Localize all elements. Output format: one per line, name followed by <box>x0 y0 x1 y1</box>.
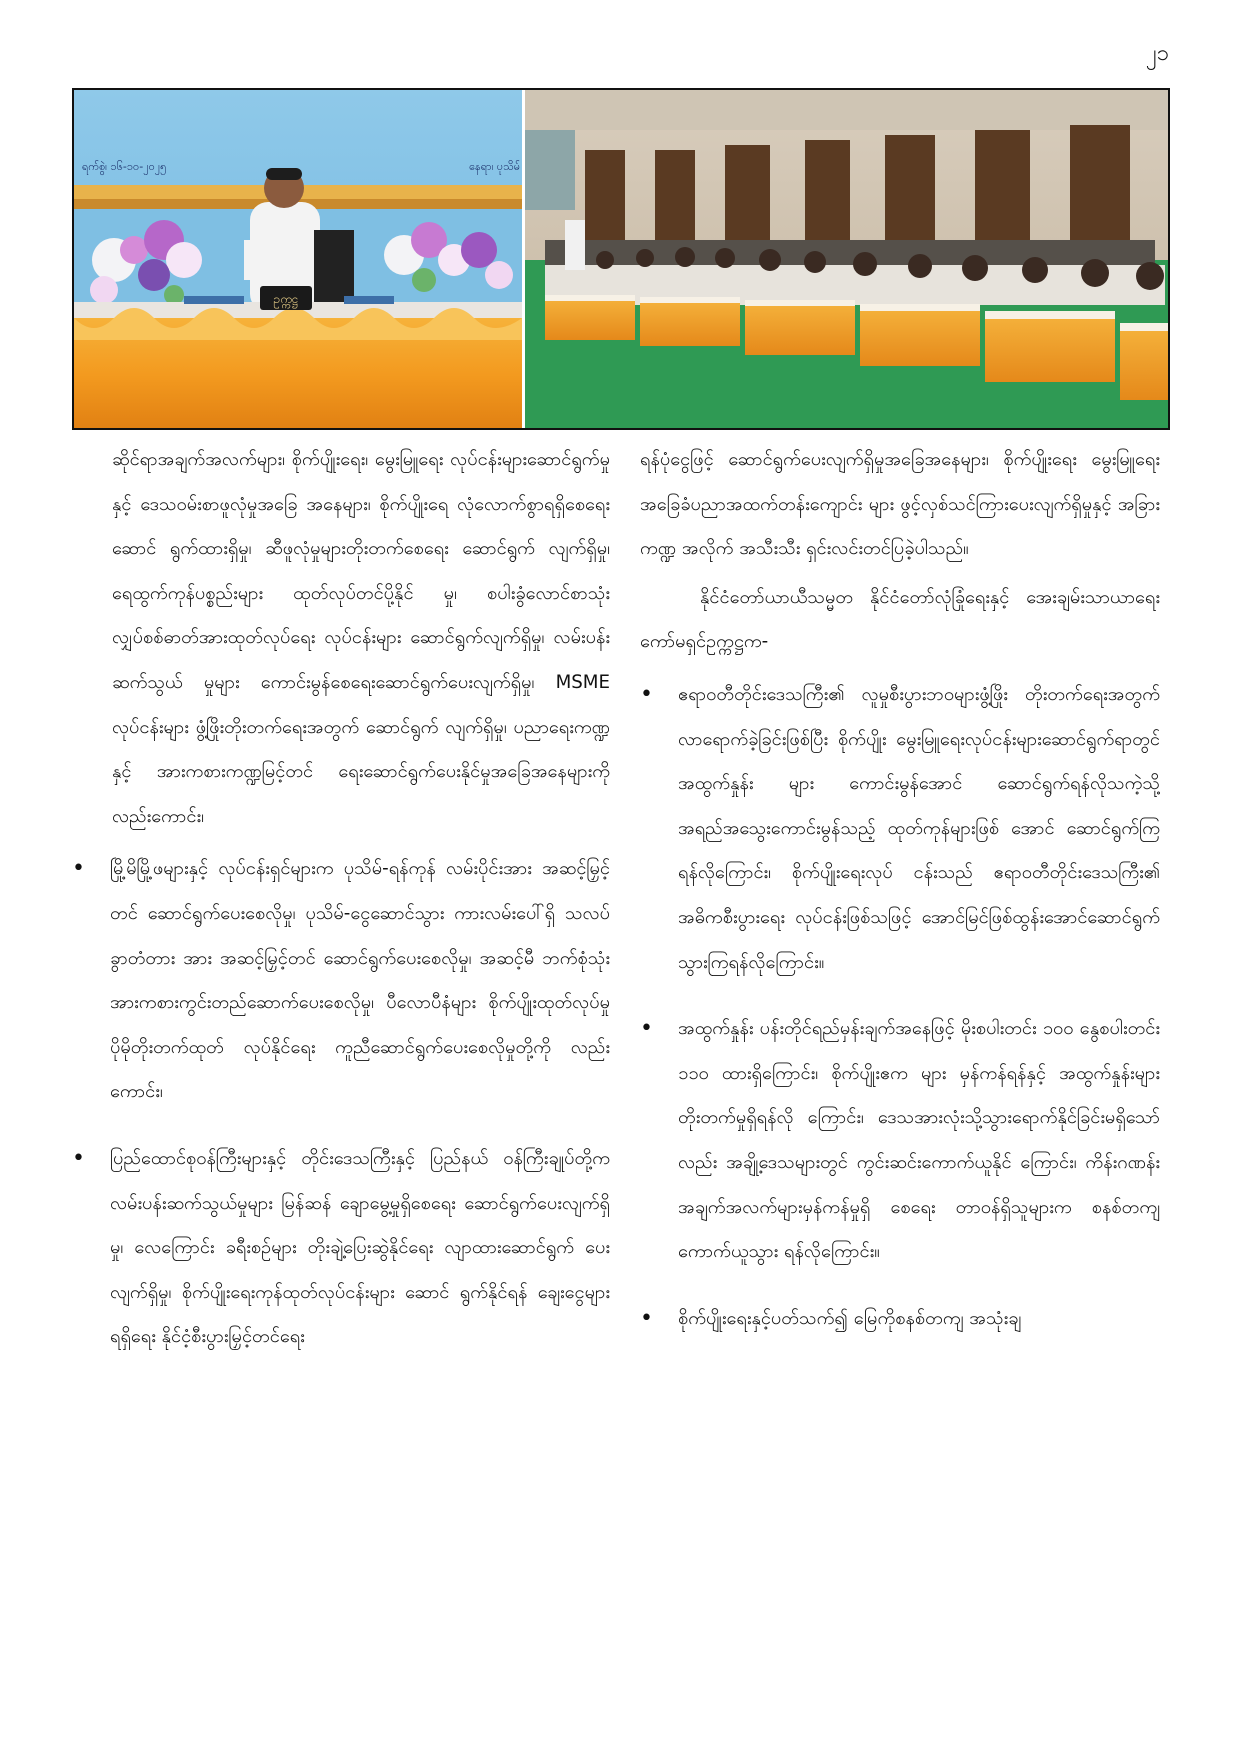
list-item <box>640 1297 1160 1342</box>
bullet-icon: • <box>72 856 85 882</box>
bullet-icon: • <box>72 1145 85 1171</box>
photo-caption-date: ရက်စွဲ၊ ၁၆-၁၀-၂၀၂၅ <box>82 160 167 173</box>
audience-photo-image <box>525 90 1168 428</box>
photo-speaker <box>74 90 525 428</box>
left-column <box>72 438 610 1382</box>
list-item <box>72 1137 610 1360</box>
list-item-text: ပြည်ထောင်စုဝန်ကြီးများနှင့် တိုင်းဒေသကြီးနှင့် ပြည်နယ် ဝန်ကြီးချုပ်တို့က လမ်းပန်းဆက်သွယ်မှုများ မြန်ဆန် ချောမွေ့မှုရှိစေရေး ဆောင်ရွက်ပေးလျက်ရှိမှု၊ လေကြောင်း ခရီးစဉ်များ တိုးချဲ့ပြေးဆွဲနိုင်ရေး လျာထားဆောင်ရွက် ပေးလျက်ရှိမှု၊ စိုက်ပျိုးရေးကုန်ထုတ်လုပ်ငန်းများ ဆောင် ရွက်နိုင်ရန် ချေးငွေများရရှိရေး နိုင်ငံ့စီးပွားမြှင့်တင်ရေး <box>110 1147 610 1348</box>
paragraph-intro: ဆိုင်ရာအချက်အလက်များ၊ စိုက်ပျိုးရေး၊ မွေးမြူရေး လုပ်ငန်းများဆောင်ရွက်မှုနှင့် ဒေသဝမ်းစာဖူလုံမှုအခြေ အနေများ၊ စိုက်ပျိုးရေ လုံလောက်စွာရရှိစေရေးဆောင် ရွက်ထားရှိမှု၊ ဆီဖူလုံမှုများတိုးတက်စေရေး ဆောင်ရွက် လျက်ရှိမှု၊ ရေထွက်ကုန်ပစ္စည်းများ ထုတ်လုပ်တင်ပို့နိုင် မှု၊ စပါးခွံလောင်စာသုံးလျှပ်စစ်ဓာတ်အားထုတ်လုပ်ရေး လုပ်ငန်းများ ဆောင်ရွက်လျက်ရှိမှု၊ လမ်းပန်းဆက်သွယ် မှုများ ကောင်းမွန်စေရေးဆောင်ရွက်ပေးလျက်ရှိမှု၊ MSME လုပ်ငန်းများ ဖွံ့ဖြိုးတိုးတက်ရေးအတွက် ဆောင်ရွက် လျက်ရှိမှု၊ ပညာရေးကဏ္ဍနှင့် အားကစားကဏ္ဍမြင့်တင် ရေးဆောင်ရွက်ပေးနိုင်မှုအခြေအနေများကိုလည်းကောင်း၊ <box>112 449 610 827</box>
list-item <box>640 1007 1160 1275</box>
list-item <box>640 673 1160 985</box>
paragraph-chairman: နိုင်ငံတော်ယာယီသမ္မတ နိုင်ငံတော်လုံခြုံရေးနှင့် အေးချမ်းသာယာရေးကော်မရှင်ဥက္ကဋ္ဌက- <box>640 586 1160 653</box>
page-number: ၂၁ <box>1145 41 1169 66</box>
paragraph-continue: ရန်ပုံငွေဖြင့် ဆောင်ရွက်ပေးလျက်ရှိမှုအခြေအနေများ၊ စိုက်ပျိုးရေး မွေးမြူရေးအခြေခံပညာအထက်တန်းကျောင်း များ ဖွင့်လှစ်သင်ကြားပေးလျက်ရှိမှုနှင့် အခြားကဏ္ဍ အလိုက် အသီးသီး ရှင်းလင်းတင်ပြခဲ့ပါသည်။ <box>640 449 1160 560</box>
podium-sign-text: ဥက္ကဋ္ဌ <box>273 292 299 306</box>
list-item <box>72 847 610 1115</box>
bullet-icon: • <box>640 1016 653 1042</box>
list-item-text: စိုက်ပျိုးရေးနှင့်ပတ်သက်၍ မြေကိုစနစ်တကျ အသုံးချ <box>678 1307 1022 1329</box>
list-item-text: ဧရာဝတီတိုင်းဒေသကြီး၏ လူမှုစီးပွားဘဝများဖွံ့ဖြိုး တိုးတက်ရေးအတွက် လာရောက်ခဲ့ခြင်းဖြစ်ပြီး စိုက်ပျိုး မွေးမြူရေးလုပ်ငန်းများဆောင်ရွက်ရာတွင် အထွက်နှုန်း များ ကောင်းမွန်အောင် ဆောင်ရွက်ရန်လိုသကဲ့သို့ အရည်အသွေးကောင်းမွန်သည့် ထုတ်ကုန်များဖြစ် အောင် ဆောင်ရွက်ကြရန်လိုကြောင်း၊ စိုက်ပျိုးရေးလုပ် ငန်းသည် ဧရာဝတီတိုင်းဒေသကြီး၏ အဓိကစီးပွားရေး လုပ်ငန်းဖြစ်သဖြင့် အောင်မြင်ဖြစ်ထွန်းအောင်ဆောင်ရွက် သွားကြရန်လိုကြောင်း။ <box>678 683 1160 973</box>
speaker-photo-image <box>74 90 522 428</box>
right-column <box>640 438 1160 1363</box>
photo-caption-place: နေရာ၊ ပုသိမ် <box>469 160 520 173</box>
photo-audience <box>525 90 1168 428</box>
bullet-icon: • <box>640 681 653 707</box>
list-item-text: မြို့မိမြို့ဖများနှင့် လုပ်ငန်းရှင်များက ပုသိမ်-ရန်ကုန် လမ်းပိုင်းအား အဆင့်မြှင့်တင် ဆောင်ရွက်ပေးစေလိုမှု၊ ပုသိမ်-ငွေဆောင်သွား ကားလမ်းပေါ်ရှိ သလပ်ခွာတံတား အား အဆင့်မြှင့်တင် ဆောင်ရွက်ပေးစေလိုမှု၊ အဆင့်မီ ဘက်စုံသုံး အားကစားကွင်းတည်ဆောက်ပေးစေလိုမှု၊ ပီလောပီနံများ စိုက်ပျိုးထုတ်လုပ်မှုပိုမိုတိုးတက်ထုတ် လုပ်နိုင်ရေး ကူညီဆောင်ရွက်ပေးစေလိုမှုတို့ကို လည်း ကောင်း၊ <box>110 858 610 1103</box>
bullet-icon: • <box>640 1305 653 1331</box>
list-item-text: အထွက်နှုန်း ပန်းတိုင်ရည်မှန်းချက်အနေဖြင့် မိုးစပါးတင်း ၁၀၀ နွေစပါးတင်း ၁၁၀ ထားရှိကြောင်း၊ စိုက်ပျိုးဧက များ မှန်ကန်ရန်နှင့် အထွက်နှုန်းများတိုးတက်မှုရှိရန်လို ကြောင်း၊ ဒေသအားလုံးသို့သွားရောက်နိုင်ခြင်းမရှိသော် လည်း အချို့ဒေသများတွင် ကွင်းဆင်းကောက်ယူနိုင် ကြောင်း၊ ကိန်းဂဏန်းအချက်အလက်များမှန်ကန်မှုရှိ စေရေး တာဝန်ရှိသူများက စနစ်တကျ ကောက်ယူသွား ရန်လိုကြောင်း။ <box>678 1018 1160 1263</box>
photo-strip <box>72 88 1170 430</box>
